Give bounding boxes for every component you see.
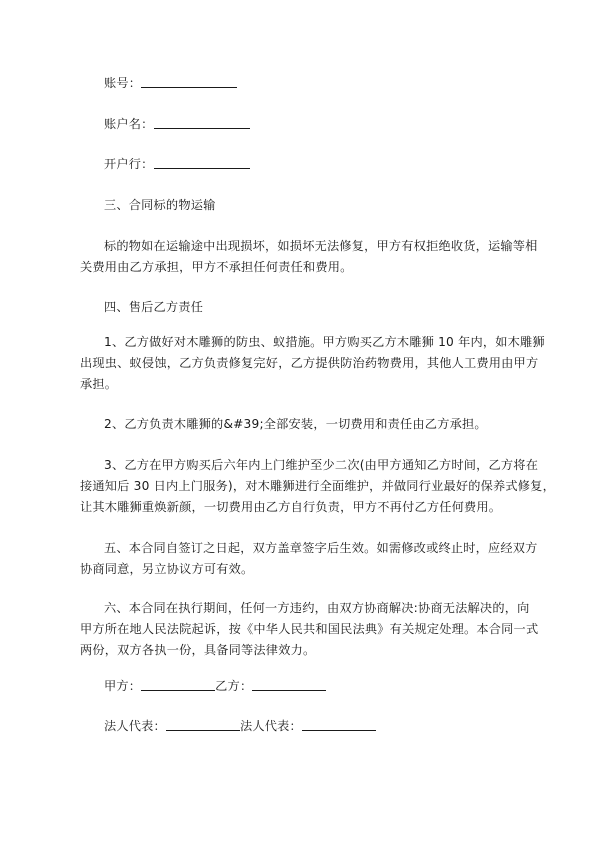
- paragraph-line: 六、本合同在执行期间，任何一方违约，由双方协商解决:协商无法解决的，向: [104, 601, 530, 615]
- section-6-paragraph: [80, 598, 539, 661]
- section-4-item-1: [80, 332, 545, 395]
- section-3-heading: 三、合同标的物运输: [104, 198, 216, 212]
- paragraph-line: 1、乙方做好对木雕狮的防虫、蚁措施。甲方购买乙方木雕狮 10 年内，如木雕狮: [104, 335, 545, 349]
- paragraph-line: 协商同意，另立协议方可有效。: [80, 562, 254, 576]
- account-name-label: 账户名：: [104, 117, 154, 131]
- paragraph-line: 3、乙方在甲方购买后六年内上门维护至少二次(由甲方通知乙方时间，乙方将在: [104, 458, 539, 472]
- paragraph-line: 关费用由乙方承担，甲方不承担任何责任和费用。: [80, 260, 353, 274]
- section-4-heading: 四、售后乙方责任: [104, 300, 204, 314]
- section-4-item-3: [80, 455, 555, 518]
- paragraph-line: 接通知后 30 日内上门服务)，对木雕狮进行全面维护，并做同行业最好的保养式修复，: [80, 479, 555, 493]
- account-number-label: 账号：: [104, 76, 142, 90]
- account-name-blank: [154, 116, 250, 129]
- paragraph-line: 标的物如在运输途中出现损坏，如损坏无法修复，甲方有权拒绝收货，运输等相: [104, 239, 538, 253]
- party-b-label: 乙方：: [215, 679, 253, 693]
- party-b-blank: [252, 678, 326, 691]
- rep-a-blank: [166, 718, 240, 731]
- party-signature-line: [80, 676, 544, 697]
- paragraph-line: 甲方所在地人民法院起诉，按《中华人民共和国民法典》有关规定处理。本合同一式: [80, 622, 539, 636]
- party-a-label: 甲方：: [104, 679, 142, 693]
- account-number-line: [80, 73, 544, 94]
- paragraph-line: 出现虫、蚁侵蚀，乙方负责修复完好，乙方提供防治药物费用，其他人工费用由甲方: [80, 356, 539, 370]
- bank-line: [80, 154, 544, 175]
- account-name-line: [80, 114, 544, 135]
- section-5-paragraph: [80, 538, 538, 580]
- bank-label: 开户行：: [104, 157, 154, 171]
- section-3-paragraph: [80, 236, 538, 278]
- section-4-item-2: 2、乙方负责木雕狮的&#39;全部安装，一切费用和责任由乙方承担。: [104, 417, 487, 431]
- rep-b-label: 法人代表：: [239, 719, 302, 733]
- bank-blank: [154, 156, 250, 169]
- paragraph-line: 两份，双方各执一份，具备同等法律效力。: [80, 643, 316, 657]
- paragraph-line: 五、本合同自签订之日起，双方盖章签字后生效。如需修改或终止时，应经双方: [104, 541, 538, 555]
- paragraph-line: 让其木雕狮重焕新颜，一切费用由乙方自行负责，甲方不再付乙方任何费用。: [80, 500, 502, 514]
- party-a-blank: [141, 678, 215, 691]
- representative-signature-line: [80, 716, 544, 737]
- account-number-blank: [141, 75, 237, 88]
- rep-b-blank: [302, 718, 376, 731]
- paragraph-line: 承担。: [80, 377, 118, 391]
- rep-a-label: 法人代表：: [104, 719, 166, 733]
